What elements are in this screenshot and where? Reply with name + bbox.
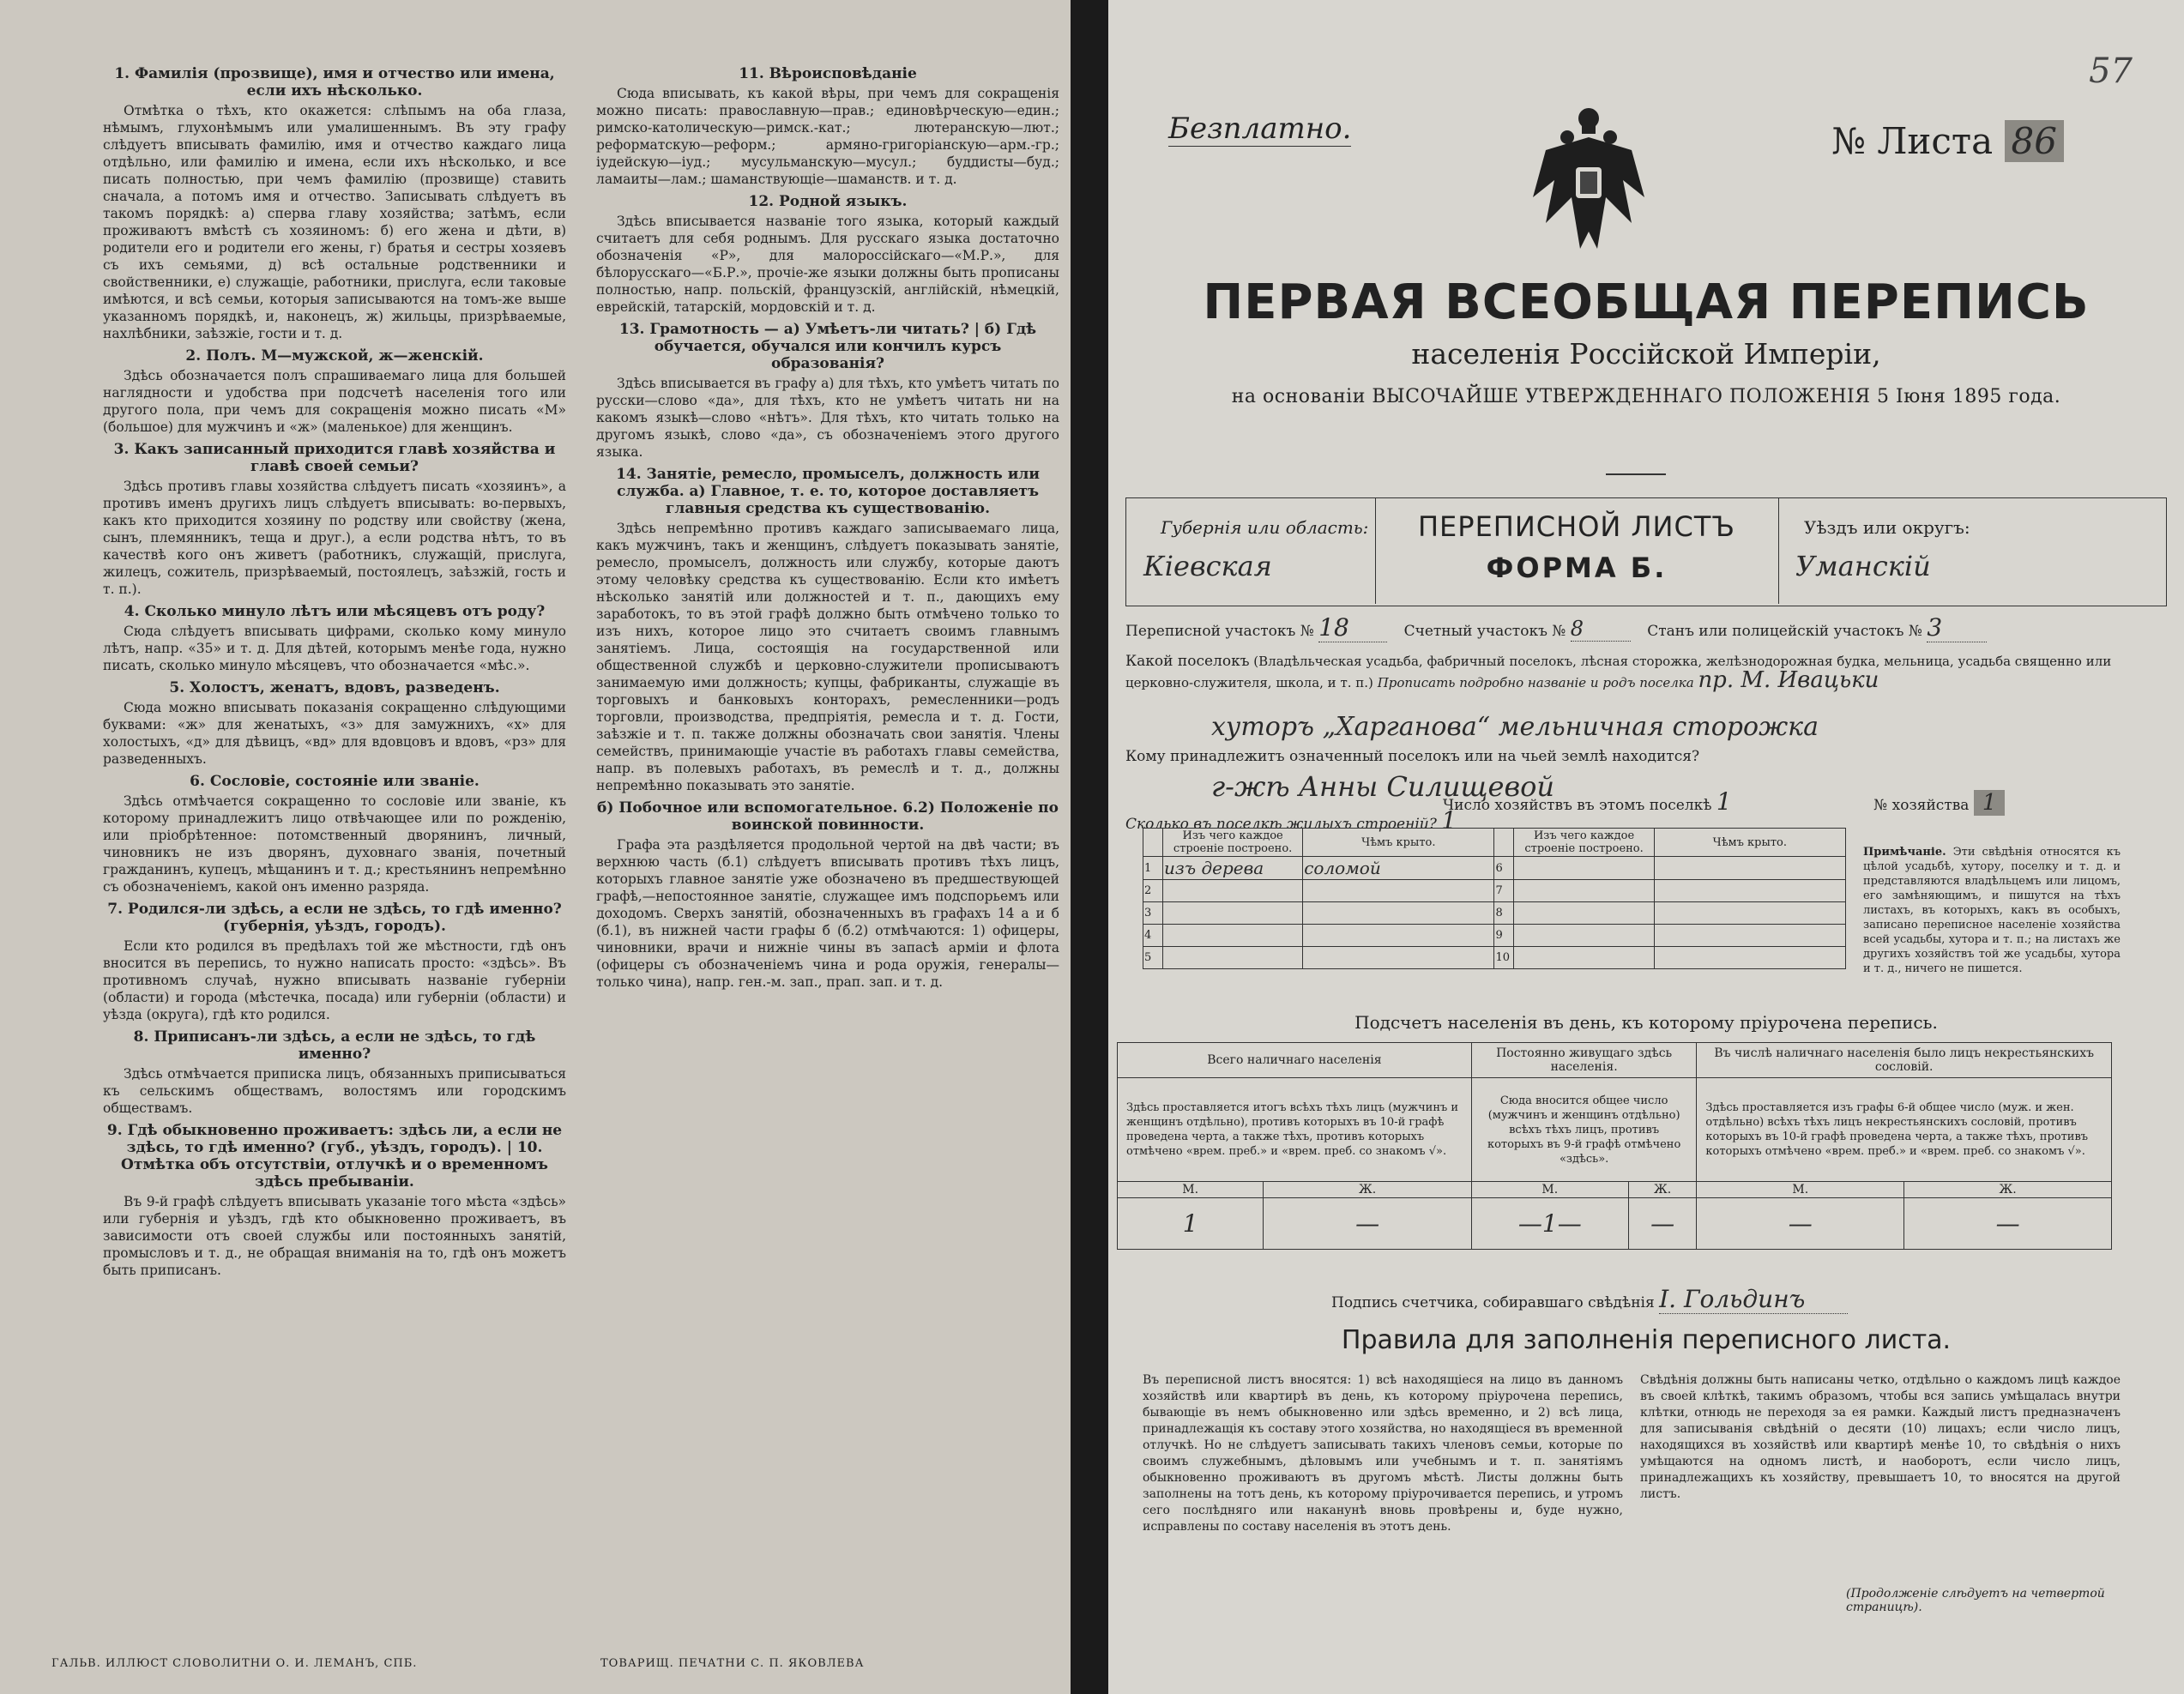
count-col1-text: Здѣсь проставляется итогъ всѣхъ тѣхъ лицъ (мужчинъ и женщинъ отдѣльно), противъ которыхъ въ 10-й графѣ проведена черта, а также тѣхъ, противъ которыхъ отмѣчено «врем. преб.» и «врем. преб. со знакомъ √».: [1118, 1078, 1472, 1182]
count-col3-title: Въ числѣ наличнаго населенія было лицъ некрестьянскихъ сословій.: [1697, 1043, 2112, 1078]
instruction-text: Сюда вписывать, къ какой вѣры, при чемъ для сокращенія можно писать: православную—прав.; единовѣрческую—един.; римско-католическую—римск.-кат.; лютеранскую—лют.; реформатскую—реформ.; армяно-григоріанскую—арм.-гр.; іудейскую—іуд.; мусульманскую—мусул.; буддисты—буд.; ламаиты—лам.; шаманствующіе—шаманств. и т. д.: [596, 86, 1059, 187]
count-col3-text: Здѣсь проставляется изъ графы 6-й общее число (муж. и жен. отдѣльно) всѣхъ тѣхъ лицъ некрестьянскихъ сословій, противъ которыхъ въ 10-й графѣ проведена черта, а также тѣхъ, противъ которыхъ отмѣчено «врем. преб.» и «врем. преб. со знакомъ √».: [1697, 1078, 2112, 1182]
stan-label: Станъ или полицейскій участокъ №: [1647, 623, 1922, 640]
instruction-heading: 13. Грамотность — а) Умѣетъ-ли читать? | б) Гдѣ обучается, обучался или кончилъ курсъ образованія?: [618, 321, 1037, 372]
building-material: [1163, 947, 1303, 969]
buildings-row: [1143, 880, 1846, 902]
count-value: —1—: [1471, 1198, 1628, 1250]
schetny-value: 8: [1571, 617, 1631, 642]
guberniya-label: Губернія или область:: [1161, 517, 1369, 538]
building-material: [1514, 925, 1654, 947]
instruction-text: Сюда слѣдуетъ вписывать цифрами, сколько кому минуло лѣтъ, напр. «35» и т. д. Для дѣтей, которымъ менѣе года, нужно писать, сколько минуло мѣсяцевъ, что обозначается «мѣс.».: [103, 624, 566, 673]
building-number: 5: [1143, 947, 1163, 969]
perepisnoy-value: 18: [1318, 613, 1387, 642]
building-number: 1: [1143, 857, 1163, 880]
poselok-label: Какой поселокъ: [1125, 653, 1250, 670]
building-number: 2: [1143, 880, 1163, 902]
instruction-heading: 5. Холостъ, женатъ, вдовъ, разведенъ.: [169, 679, 500, 696]
uezd-cell: [1778, 498, 2166, 604]
building-roof: [1303, 880, 1494, 902]
count-value: 1: [1118, 1198, 1264, 1250]
instruction-text: Здѣсь отмѣчается приписка лицъ, обязанныхъ приписываться къ сельскимъ обществамъ, волостямъ или городскимъ обществамъ.: [103, 1066, 566, 1116]
instruction-text: Здѣсь отмѣчается сокращенно то сословіе или званіе, къ которому принадлежитъ лицо отвѣчающее или по рожденію, или пріобрѣтенное: потомственный дворянинъ, личный, чиновникъ не изъ дворянъ, духовнаго званія, почетный гражданинъ, купецъ, мѣщанинъ и т. д.; крестьянинъ непремѣнно съ обозначеніемъ, какой онъ именно разряда.: [103, 793, 566, 895]
census-title: ПЕРВАЯ ВСЕОБЩАЯ ПЕРЕПИСЬ: [1203, 274, 2090, 330]
form-header-box: [1125, 497, 2167, 606]
district-fields: [1125, 613, 2167, 642]
instruction-heading: 2. Полъ. М—мужской, ж—женскій.: [185, 347, 484, 365]
uezd-label: Уѣздъ или округъ:: [1804, 517, 1970, 538]
uezd-value: Уманскій: [1795, 550, 1931, 582]
building-number: 10: [1494, 947, 1514, 969]
instructions-column-2: [596, 60, 1059, 994]
building-roof: [1654, 947, 1845, 969]
household-no-value: 1: [1974, 790, 2006, 816]
m-label: М.: [1118, 1182, 1264, 1198]
instruction-heading: б) Побочное или вспомогательное. 6.2) Положеніе по воинской повинности.: [597, 799, 1059, 834]
building-number: 8: [1494, 902, 1514, 925]
note-text: Эти свѣдѣнія относятся къ цѣлой усадьбѣ, хутору, поселку и т. д. и представляются владѣльцемъ или лицомъ, его замѣняющимъ, и пишутся на тѣхъ листахъ, въ которыхъ, какъ въ особыхъ, записано переписное населеніе хозяйства всей усадьбы, хутора и т. п.; на листахъ же другихъ хозяйствъ той же усадьбы, хутора и т. д., ничего не пишется.: [1863, 846, 2121, 975]
building-roof: [1303, 902, 1494, 925]
census-subtitle: населенія Россійской Имперіи,: [1411, 337, 1881, 371]
building-number: 7: [1494, 880, 1514, 902]
count-value: —: [1628, 1198, 1697, 1250]
form-title-cell: [1375, 498, 1779, 604]
buildings-row: [1143, 947, 1846, 969]
note: [1863, 845, 2121, 976]
stan-value: 3: [1927, 613, 1987, 642]
instruction-text: Здѣсь вписывается названіе того языка, который каждый считаетъ для себя роднымъ. Для русскаго языка достаточно обозначенія «Р», для малороссійскаго—«М.Р.», для бѣлорусскаго—«Б.Р.», прочіе-же языки должны быть прописаны полностью, напр. польскій, французскій, англійскій, нѣмецкій, еврейскій, татарскій, мордовскій и т. д.: [596, 214, 1059, 315]
poselok-types: (Владѣльческая усадьба, фабричный поселокъ, лѣсная сторожка, желѣзнодорожная будка, мельница, усадьба священно или церковно-служителя, школа, и т. п.): [1125, 654, 2112, 690]
rules-title: Правила для заполненія переписного листа.: [1341, 1325, 1952, 1355]
instruction-text: Здѣсь непремѣнно противъ каждаго записываемаго лица, какъ мужчинъ, такъ и женщинъ, слѣдуетъ показывать занятіе, ремесло, промыселъ, должность или службу, которые даютъ этому человѣку средства къ существованію. Если кто имѣетъ нѣсколько занятій или должностей и т. п., дающихъ ему заработокъ, то въ этой графѣ должно быть отмѣчено только то изъ нихъ, которое лицо это считаетъ своимъ главнымъ занятіемъ. Лица, состоящія на государственной или общественной службѣ и церковно-служители прописываютъ занимаемую ими должность; купцы, фабриканты, служащіе въ торговыхъ и банковыхъ конторахъ, ремесленники—родъ торговли, производства, предпріятія, ремесла и т. д. Гости, заѣзжіе и т. п. также должны обозначать свои занятія. Члены семействъ, принимающіе участіе въ работахъ главы семейства, напр. въ полевыхъ работахъ, въ ремеслѣ и т. д., должны непремѣнно показывать это занятіе.: [596, 521, 1059, 793]
building-number: 4: [1143, 925, 1163, 947]
instruction-heading: 8. Приписанъ-ли здѣсь, а если не здѣсь, то гдѣ именно?: [133, 1028, 536, 1063]
buildings-col-a: Изъ чего каждое строеніе построено.: [1514, 829, 1654, 857]
count-value: —: [1264, 1198, 1471, 1250]
zh-label: Ж.: [1628, 1182, 1697, 1198]
building-material: [1163, 880, 1303, 902]
perepisnoy-label: Переписной участокъ №: [1125, 623, 1314, 640]
free-label: Безплатно.: [1168, 112, 1352, 146]
building-material: [1163, 925, 1303, 947]
form-title: ПЕРЕПИСНОЙ ЛИСТЪ: [1417, 510, 1736, 543]
buildings-col-a: Изъ чего каждое строеніе построено.: [1163, 829, 1303, 857]
instruction-heading: 12. Родной языкъ.: [748, 193, 908, 210]
count-mf-row: [1118, 1182, 2112, 1198]
building-material: [1163, 902, 1303, 925]
instruction-heading: 1. Фамилія (прозвище), имя и отчество или имена, если ихъ нѣсколько.: [114, 65, 555, 99]
sheet-number-field: [1831, 120, 2064, 162]
instruction-text: Графа эта раздѣляется продольной чертой на двѣ части; въ верхнюю часть (б.1) слѣдуетъ вписывать противъ тѣхъ лицъ, которыхъ главное занятіе уже обозначено въ предшествующей графѣ,—непостоянное занятіе, служащее имъ подспорьемъ или доходомъ. Сверхъ занятій, обозначенныхъ въ графахъ 14 а и б (б.1), въ нижней части графы б (б.2) отмѣчаются: 1) офицеры, чиновники, врачи и нижніе чины въ запасѣ арміи и флота (офицеры съ обозначеніемъ чина и рода оружія, генералы—только чина), напр. ген.-м. зап., прап. зап. и т. д.: [596, 837, 1059, 990]
instruction-heading: 3. Какъ записанный приходится главѣ хозяйства и главѣ своей семьи?: [113, 441, 556, 475]
count-desc-row: [1118, 1078, 2112, 1182]
guberniya-cell: [1126, 498, 1376, 604]
instruction-text: Здѣсь вписывается въ графу а) для тѣхъ, кто умѣетъ читать по русски—слово «да», для тѣхъ, кто не умѣетъ читать ни на какомъ языкѣ—слово «нѣтъ». Для тѣхъ, кто читать только на другомъ языкѣ, слово «да», съ обозначеніемъ этого другого языка.: [596, 376, 1059, 460]
sheet-number-label: № Листа: [1831, 120, 1994, 162]
signature-field: [1331, 1285, 1848, 1314]
building-material: [1514, 947, 1654, 969]
instruction-heading: 4. Сколько минуло лѣтъ или мѣсяцевъ отъ роду?: [124, 603, 546, 620]
building-number: 9: [1494, 925, 1514, 947]
households-value: 1: [1716, 787, 1732, 816]
signature-label: Подпись счетчика, собиравшаго свѣдѣнія: [1331, 1294, 1655, 1311]
building-roof: [1654, 925, 1845, 947]
households-label: Число хозяйствъ въ этомъ поселкѣ: [1443, 797, 1712, 814]
instruction-text: Отмѣтка о тѣхъ, кто окажется: слѣпымъ на оба глаза, нѣмымъ, глухонѣмымъ или умалишеннымъ. Въ эту графу слѣдуетъ вписывать фамилію, имя и отчество каждаго лица отдѣльно, или фамилію и имена, если ихъ нѣсколько, и все писать полностью, при чемъ фамилію (прозвище) ставить сначала, а потомъ имя и отчество. Записывать слѣдуетъ въ такомъ порядкѣ: а) сперва главу хозяйства; затѣмъ, если проживаютъ вмѣстѣ съ хозяиномъ: б) его жена и дѣти, в) родители его и родители его жены, г) братья и сестры хозяевъ съ ихъ семьями, д) всѣ остальные родственники и свойственники, е) служащіе, работники, прислуга, если таковые имѣются, и всѣ семьи, которыя записываются на томъ-же выше указанномъ порядкѣ, и, наконецъ, ж) жильцы, призрѣваемые, нахлѣбники, заѣзжіе, гости и т. д.: [103, 103, 566, 341]
divider: [1606, 473, 1666, 475]
buildings-col-b: Чѣмъ крыто.: [1303, 829, 1494, 857]
instruction-text: Если кто родился въ предѣлахъ той же мѣстности, гдѣ онъ вносится въ перепись, то нужно написать просто: «здѣсь». Въ противномъ случаѣ, нужно вписывать названіе губерніи (области) и города (мѣстечка, посада) или губерніи (области) и уѣзда (округа), гдѣ кто родился.: [103, 938, 566, 1022]
buildings-table: [1143, 828, 1846, 969]
building-roof: [1303, 947, 1494, 969]
note-title: Примѣчаніе.: [1863, 846, 1946, 859]
printer-credit-left: ГАЛЬВ. ИЛЛЮСТ СЛОВОЛИТНИ О. И. ЛЕМАНЪ, СПБ.: [51, 1657, 418, 1670]
count-col2-title: Постоянно живущаго здѣсь населенія.: [1471, 1043, 1697, 1078]
building-roof: [1303, 925, 1494, 947]
building-material: [1514, 880, 1654, 902]
building-roof: соломой: [1303, 857, 1494, 880]
count-table: [1117, 1042, 2112, 1250]
count-title-row: [1118, 1043, 2112, 1078]
census-form-page: [1108, 0, 2184, 1694]
buildings-value: 1: [1441, 806, 1457, 835]
owner-label: Кому принадлежитъ означенный поселокъ или на чьей землѣ находится?: [1125, 748, 1700, 765]
rules-column-1: Въ переписной листъ вносятся: 1) всѣ находящіеся на лицо въ данномъ хозяйствѣ или квартирѣ въ день, къ которому пріурочена перепись, бывающіе въ немъ обыкновенно или здѣсь временно, и 2) всѣ лица, принадлежащія къ составу этого хозяйства, но находящіеся въ временной отлучкѣ. Но не слѣдуетъ записывать такихъ членовъ семьи, которые по своимъ служебнымъ, дѣловымъ или учебнымъ и т. п. занятіямъ обыкновенно проживаютъ въ другомъ мѣстѣ. Листы должны быть заполнены на тотъ день, къ которому пріурочивается перепись, и утромъ сего послѣдняго или наканунѣ вновь провѣрены и, буде нужно, исправлены по составу населенія въ этотъ день.: [1143, 1373, 1623, 1534]
rules-continue-note: (Продолженіе слѣдуетъ на четвертой страницѣ).: [1846, 1587, 2105, 1614]
rules-column-2: Свѣдѣнія должны быть написаны четко, отдѣльно о каждомъ лицѣ каждое въ своей клѣткѣ, такимъ образомъ, чтобы вся запись умѣщалась внутри клѣтки, отнюдь не переходя за ея рамки. Каждый листъ предназначенъ для записыванія свѣдѣній о десяти (10) лицахъ; если число лицъ, находящихся въ хозяйствѣ или квартирѣ менѣе 10, то свѣдѣнія о нихъ умѣщаются на одномъ листѣ, и наоборотъ, если число лицъ, принадлежащихъ къ хозяйству, превышаетъ 10, то вносятся на другой листъ.: [1640, 1373, 2121, 1501]
poselok-field: [1125, 652, 2167, 692]
schetny-label: Счетный участокъ №: [1403, 623, 1566, 640]
form-letter: ФОРМА Б.: [1486, 552, 1668, 584]
poselok-value-1: пр. М. Ивацьки: [1698, 667, 1879, 693]
census-basis: на основаніи ВЫСОЧАЙШЕ УТВЕРЖДЕННАГО ПОЛОЖЕНІЯ 5 Іюня 1895 года.: [1231, 386, 2061, 407]
printer-credit-right: ТОВАРИЩ. ПЕЧАТНИ С. П. ЯКОВЛЕВА: [600, 1657, 865, 1670]
instructions-column-1: [103, 60, 566, 1282]
imperial-eagle-emblem: [1529, 103, 1649, 266]
building-number: 6: [1494, 857, 1514, 880]
zh-label: Ж.: [1264, 1182, 1471, 1198]
instruction-heading: 6. Сословіе, состояніе или званіе.: [190, 773, 480, 790]
instruction-heading: 7. Родился-ли здѣсь, а если не здѣсь, то гдѣ именно? (губернія, уѣздъ, городъ).: [107, 901, 562, 935]
buildings-label: Сколько въ поселкѣ жилыхъ строеній?: [1125, 816, 1437, 833]
guberniya-value: Кіевская: [1143, 550, 1272, 582]
left-page: [0, 0, 1071, 1694]
buildings-row: [1143, 902, 1846, 925]
buildings-col-b: Чѣмъ крыто.: [1654, 829, 1845, 857]
buildings-header-row: [1143, 829, 1846, 857]
instruction-text: Сюда можно вписывать показанія сокращенно слѣдующими буквами: «ж» для женатыхъ, «з» для замужнихъ, «х» для холостыхъ, «д» для дѣвицъ, «вд» для вдовцовъ и вдовъ, «рз» для разведенныхъ.: [103, 700, 566, 767]
zh-label: Ж.: [1904, 1182, 2112, 1198]
owner-value: г-жѣ Анны Силищевой: [1211, 770, 1554, 803]
building-material: [1514, 902, 1654, 925]
instruction-text: Въ 9-й графѣ слѣдуетъ вписывать указаніе того мѣста «здѣсь» или губернія и уѣздъ, гдѣ кто обыкновенно проживаетъ, въ зависимости отъ своей службы или постоянныхъ занятій, промысловъ и т. д., не обращая вниманія на то, гдѣ онъ можетъ быть приписанъ.: [103, 1194, 566, 1278]
instruction-text: Здѣсь противъ главы хозяйства слѣдуетъ писать «хозяинъ», а противъ именъ другихъ лицъ слѣдуетъ вписывать: во-первыхъ, какъ кто приходится хозяину по родству или свойству (жена, сынъ, племянникъ, теща и друг.), а если родства нѣтъ, то въ качествѣ кого онъ живетъ (работникъ, служащій, прислуга, жилецъ, сожитель, призрѣваемый, постоялецъ, заѣзжій, гость и т. п.).: [103, 479, 566, 597]
building-number: 3: [1143, 902, 1163, 925]
m-label: М.: [1471, 1182, 1628, 1198]
instruction-heading: 11. Вѣроисповѣданіе: [739, 65, 917, 82]
household-no-label: № хозяйства: [1873, 797, 1970, 814]
poselok-value-2: хуторъ „Харганова“ мельничная сторожка: [1211, 712, 1819, 742]
building-roof: [1654, 880, 1845, 902]
households-field: [1443, 787, 2005, 816]
count-value: —: [1904, 1198, 2112, 1250]
poselok-instruction: Прописать подробно названіе и родъ поселка: [1377, 675, 1694, 690]
building-roof: [1654, 902, 1845, 925]
instruction-heading: 9. Гдѣ обыкновенно проживаетъ: здѣсь ли, а если не здѣсь, то гдѣ именно? (губ., уѣздъ, городъ). | 10. Отмѣтка объ отсутствіи, отлучкѣ и о временномъ здѣсь пребываніи.: [106, 1122, 563, 1191]
building-roof: [1654, 857, 1845, 880]
archive-page-number: 57: [2089, 51, 2133, 91]
signature-value: I. Гольдинъ: [1659, 1285, 1848, 1314]
buildings-row: [1143, 925, 1846, 947]
sheet-number-value: 86: [2005, 120, 2064, 162]
building-material: изъ дерева: [1163, 857, 1303, 880]
instruction-heading: 14. Занятіе, ремесло, промыселъ, должность или служба. а) Главное, т. е. то, которое доставляетъ главныя средства къ существованію.: [616, 466, 1040, 517]
building-material: [1514, 857, 1654, 880]
buildings-row: [1143, 857, 1846, 880]
count-title: Подсчетъ населенія въ день, къ которому пріурочена перепись.: [1354, 1012, 1938, 1033]
m-label: М.: [1697, 1182, 1904, 1198]
count-col2-text: Сюда вносится общее число (мужчинъ и женщинъ отдѣльно) всѣхъ тѣхъ лицъ, противъ которыхъ въ 9-й графѣ отмѣчено «здѣсь».: [1471, 1078, 1697, 1182]
count-value: —: [1697, 1198, 1904, 1250]
instruction-text: Здѣсь обозначается полъ спрашиваемаго лица для большей наглядности и удобства при подсчетѣ населенія того или другого пола, при чемъ для сокращенія можно писать «М» (большое) для мужчинъ и «ж» (маленькое) для женщинъ.: [103, 368, 566, 435]
count-values-row: [1118, 1198, 2112, 1250]
count-col1-title: Всего наличнаго населенія: [1118, 1043, 1472, 1078]
